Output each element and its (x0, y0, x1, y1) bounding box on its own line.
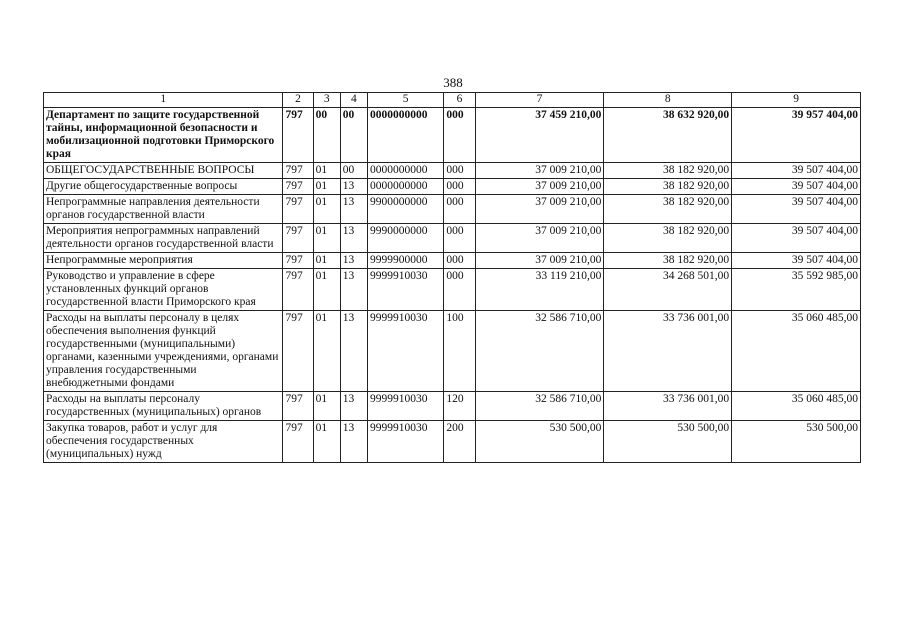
target-article-cell: 9999910030 (367, 311, 443, 392)
subsection-code-cell: 13 (340, 253, 367, 269)
admin-code-cell: 797 (283, 421, 313, 463)
amount-col7-cell: 37 009 210,00 (475, 253, 604, 269)
column-header: 5 (367, 93, 443, 108)
table-row (44, 224, 861, 253)
amount-col9-cell: 39 957 404,00 (732, 108, 861, 163)
row-name-cell: Расходы на выплаты персоналу государственных (муниципальных) органов (44, 392, 283, 421)
column-header: 4 (340, 93, 367, 108)
amount-col8-cell: 38 182 920,00 (604, 253, 732, 269)
page-number: 388 (443, 75, 463, 90)
subsection-code-cell: 13 (340, 224, 367, 253)
amount-col7-cell: 37 009 210,00 (475, 195, 604, 224)
amount-col7-cell: 37 009 210,00 (475, 224, 604, 253)
amount-col8-cell: 38 632 920,00 (604, 108, 732, 163)
subsection-code-cell: 00 (340, 163, 367, 179)
row-name-cell: Непрограммные мероприятия (44, 253, 283, 269)
target-article-cell: 9999910030 (367, 421, 443, 463)
amount-col7-cell: 37 009 210,00 (475, 179, 604, 195)
row-name-cell: Руководство и управление в сфере установленных функций органов государственной власти Приморского края (44, 269, 283, 311)
row-name-cell: Расходы на выплаты персоналу в целях обеспечения выполнения функций государственными (муниципальными) органами, казенными учреждениями, органами управления государственными внебюджетными фондами (44, 311, 283, 392)
row-name-cell: Другие общегосударственные вопросы (44, 179, 283, 195)
amount-col9-cell: 35 060 485,00 (732, 392, 861, 421)
section-code-cell: 01 (313, 269, 340, 311)
section-code-cell: 01 (313, 421, 340, 463)
column-header: 7 (475, 93, 604, 108)
expense-type-cell: 000 (444, 179, 475, 195)
amount-col7-cell: 32 586 710,00 (475, 311, 604, 392)
amount-col8-cell: 38 182 920,00 (604, 163, 732, 179)
expense-type-cell: 000 (444, 253, 475, 269)
subsection-code-cell: 13 (340, 392, 367, 421)
section-code-cell: 01 (313, 163, 340, 179)
table-row (44, 179, 861, 195)
subsection-code-cell: 13 (340, 195, 367, 224)
row-name-cell: Непрограммные направления деятельности органов государственной власти (44, 195, 283, 224)
amount-col7-cell: 33 119 210,00 (475, 269, 604, 311)
amount-col8-cell: 33 736 001,00 (604, 392, 732, 421)
amount-col9-cell: 39 507 404,00 (732, 179, 861, 195)
admin-code-cell: 797 (283, 179, 313, 195)
amount-col8-cell: 38 182 920,00 (604, 195, 732, 224)
target-article-cell: 9900000000 (367, 195, 443, 224)
table-row (44, 269, 861, 311)
budget-table (43, 92, 861, 463)
admin-code-cell: 797 (283, 108, 313, 163)
section-code-cell: 01 (313, 392, 340, 421)
expense-type-cell: 000 (444, 269, 475, 311)
amount-col7-cell: 37 459 210,00 (475, 108, 604, 163)
table-row (44, 392, 861, 421)
target-article-cell: 9999910030 (367, 269, 443, 311)
table-row (44, 195, 861, 224)
admin-code-cell: 797 (283, 195, 313, 224)
row-name-cell: Мероприятия непрограммных направлений деятельности органов государственной власти (44, 224, 283, 253)
amount-col8-cell: 33 736 001,00 (604, 311, 732, 392)
target-article-cell: 0000000000 (367, 163, 443, 179)
amount-col9-cell: 530 500,00 (732, 421, 861, 463)
table-row (44, 108, 861, 163)
expense-type-cell: 000 (444, 195, 475, 224)
table-header-row (44, 93, 861, 108)
target-article-cell: 9999910030 (367, 392, 443, 421)
expense-type-cell: 000 (444, 163, 475, 179)
column-header: 9 (732, 93, 861, 108)
column-header: 3 (313, 93, 340, 108)
admin-code-cell: 797 (283, 311, 313, 392)
subsection-code-cell: 13 (340, 311, 367, 392)
admin-code-cell: 797 (283, 253, 313, 269)
table-row (44, 163, 861, 179)
amount-col8-cell: 38 182 920,00 (604, 224, 732, 253)
row-name-cell: ОБЩЕГОСУДАРСТВЕННЫЕ ВОПРОСЫ (44, 163, 283, 179)
amount-col8-cell: 34 268 501,00 (604, 269, 732, 311)
column-header: 1 (44, 93, 283, 108)
subsection-code-cell: 00 (340, 108, 367, 163)
expense-type-cell: 000 (444, 108, 475, 163)
table-row (44, 421, 861, 463)
section-code-cell: 01 (313, 253, 340, 269)
expense-type-cell: 120 (444, 392, 475, 421)
amount-col9-cell: 39 507 404,00 (732, 163, 861, 179)
section-code-cell: 01 (313, 224, 340, 253)
section-code-cell: 01 (313, 311, 340, 392)
amount-col9-cell: 39 507 404,00 (732, 195, 861, 224)
table-row (44, 253, 861, 269)
subsection-code-cell: 13 (340, 179, 367, 195)
admin-code-cell: 797 (283, 269, 313, 311)
section-code-cell: 00 (313, 108, 340, 163)
amount-col8-cell: 530 500,00 (604, 421, 732, 463)
subsection-code-cell: 13 (340, 421, 367, 463)
amount-col9-cell: 39 507 404,00 (732, 224, 861, 253)
expense-type-cell: 100 (444, 311, 475, 392)
amount-col7-cell: 530 500,00 (475, 421, 604, 463)
expense-type-cell: 200 (444, 421, 475, 463)
section-code-cell: 01 (313, 179, 340, 195)
target-article-cell: 9990000000 (367, 224, 443, 253)
amount-col9-cell: 35 592 985,00 (732, 269, 861, 311)
amount-col9-cell: 35 060 485,00 (732, 311, 861, 392)
admin-code-cell: 797 (283, 163, 313, 179)
amount-col8-cell: 38 182 920,00 (604, 179, 732, 195)
target-article-cell: 9999900000 (367, 253, 443, 269)
table-row (44, 311, 861, 392)
amount-col9-cell: 39 507 404,00 (732, 253, 861, 269)
column-header: 2 (283, 93, 313, 108)
amount-col7-cell: 37 009 210,00 (475, 163, 604, 179)
column-header: 8 (604, 93, 732, 108)
row-name-cell: Департамент по защите государственной тайны, информационной безопасности и мобилизационной подготовки Приморского края (44, 108, 283, 163)
target-article-cell: 0000000000 (367, 179, 443, 195)
subsection-code-cell: 13 (340, 269, 367, 311)
amount-col7-cell: 32 586 710,00 (475, 392, 604, 421)
column-header: 6 (444, 93, 475, 108)
target-article-cell: 0000000000 (367, 108, 443, 163)
expense-type-cell: 000 (444, 224, 475, 253)
row-name-cell: Закупка товаров, работ и услуг для обеспечения государственных (муниципальных) нужд (44, 421, 283, 463)
section-code-cell: 01 (313, 195, 340, 224)
admin-code-cell: 797 (283, 224, 313, 253)
admin-code-cell: 797 (283, 392, 313, 421)
